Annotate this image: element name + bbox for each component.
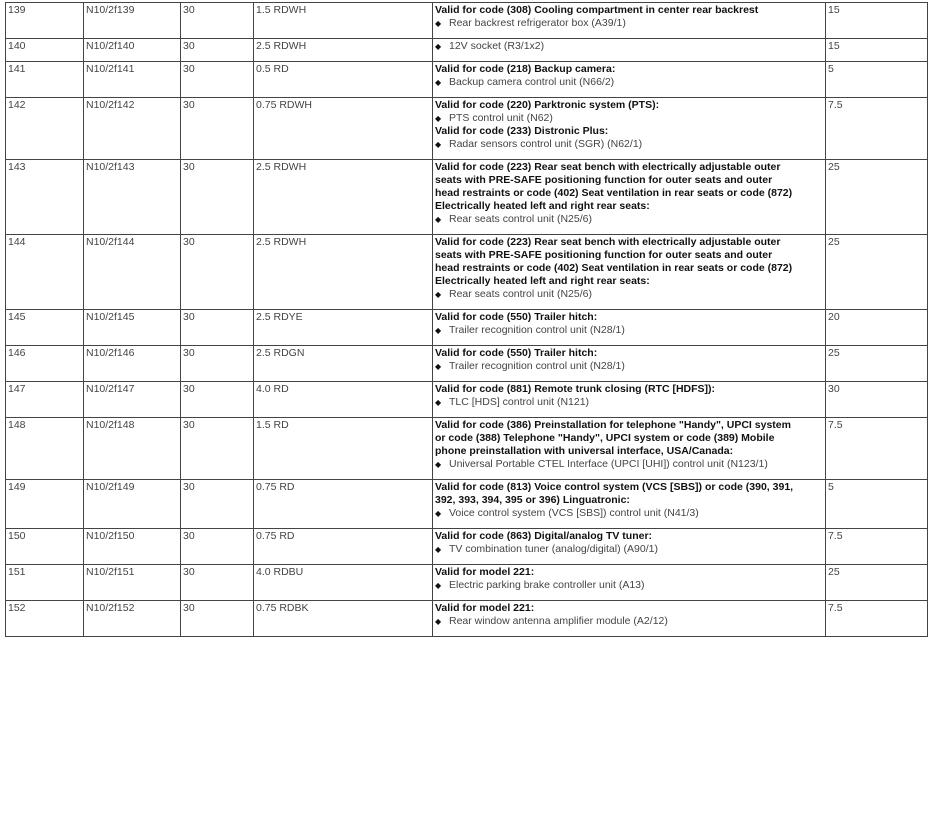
fuse-number-cell: 141 bbox=[6, 62, 84, 98]
description-cell bbox=[433, 565, 826, 601]
validity-condition: Valid for model 221: bbox=[435, 602, 535, 614]
wire-spec-cell: 2.5 RDGN bbox=[254, 346, 433, 382]
component-text: Rear seats control unit (N25/6) bbox=[449, 213, 592, 225]
amperage-cell: 7.5 bbox=[826, 529, 928, 565]
wire-spec-cell: 2.5 RDWH bbox=[254, 235, 433, 310]
description-cell bbox=[433, 235, 826, 310]
terminal-cell: 30 bbox=[181, 480, 254, 529]
component-item bbox=[435, 40, 795, 53]
validity-condition: Valid for model 221: bbox=[435, 566, 535, 578]
fuse-id-cell: N10/2f139 bbox=[84, 3, 181, 39]
bullet-icon: ◆ bbox=[435, 398, 442, 407]
component-text: Trailer recognition control unit (N28/1) bbox=[449, 360, 625, 372]
fuse-id-cell: N10/2f142 bbox=[84, 98, 181, 160]
table-row bbox=[6, 529, 928, 565]
terminal-cell: 30 bbox=[181, 3, 254, 39]
bullet-icon: ◆ bbox=[435, 78, 442, 87]
terminal-cell: 30 bbox=[181, 235, 254, 310]
wire-spec-cell: 4.0 RD bbox=[254, 382, 433, 418]
validity-condition: Valid for code (550) Trailer hitch: bbox=[435, 311, 598, 323]
fuse-table bbox=[5, 2, 928, 637]
fuse-number-cell: 142 bbox=[6, 98, 84, 160]
wire-spec-cell: 2.5 RDWH bbox=[254, 39, 433, 62]
amperage-cell: 7.5 bbox=[826, 418, 928, 480]
component-text: TV combination tuner (analog/digital) (A90/1) bbox=[449, 543, 658, 555]
component-text: Electric parking brake controller unit (A13) bbox=[449, 579, 645, 591]
amperage-cell: 15 bbox=[826, 39, 928, 62]
bullet-icon: ◆ bbox=[435, 215, 442, 224]
validity-condition: Valid for code (386) Preinstallation for telephone "Handy", UPCI system or code (388) Telephone "Handy", UPCI system or code (389) Mobile phone preinstallation with universal interface, USA/Canada: bbox=[435, 419, 791, 457]
fuse-number-cell: 149 bbox=[6, 480, 84, 529]
wire-spec-cell: 2.5 RDWH bbox=[254, 160, 433, 235]
description-cell bbox=[433, 98, 826, 160]
amperage-cell: 25 bbox=[826, 235, 928, 310]
description-cell bbox=[433, 310, 826, 346]
description-cell bbox=[433, 382, 826, 418]
fuse-number-cell: 145 bbox=[6, 310, 84, 346]
fuse-number-cell: 139 bbox=[6, 3, 84, 39]
component-text: Radar sensors control unit (SGR) (N62/1) bbox=[449, 138, 643, 150]
bullet-icon: ◆ bbox=[435, 581, 442, 590]
component-text: Rear seats control unit (N25/6) bbox=[449, 288, 592, 300]
fuse-id-cell: N10/2f149 bbox=[84, 480, 181, 529]
amperage-cell: 7.5 bbox=[826, 601, 928, 637]
fuse-id-cell: N10/2f150 bbox=[84, 529, 181, 565]
validity-condition: Valid for code (813) Voice control system (VCS [SBS]) or code (390, 391, 392, 393, 394, 395 or 396) Linguatronic: bbox=[435, 481, 794, 506]
bullet-icon: ◆ bbox=[435, 460, 442, 469]
component-item bbox=[435, 458, 795, 471]
fuse-table-body bbox=[6, 3, 928, 637]
bullet-icon: ◆ bbox=[435, 509, 442, 518]
table-row bbox=[6, 310, 928, 346]
validity-condition: Valid for code (308) Cooling compartment in center rear backrest bbox=[435, 4, 759, 16]
fuse-number-cell: 140 bbox=[6, 39, 84, 62]
validity-condition: Valid for code (220) Parktronic system (PTS): bbox=[435, 99, 660, 111]
amperage-cell: 30 bbox=[826, 382, 928, 418]
wire-spec-cell: 0.75 RDWH bbox=[254, 98, 433, 160]
fuse-number-cell: 144 bbox=[6, 235, 84, 310]
terminal-cell: 30 bbox=[181, 601, 254, 637]
description-cell bbox=[433, 601, 826, 637]
table-row bbox=[6, 480, 928, 529]
component-item bbox=[435, 138, 795, 151]
fuse-number-cell: 152 bbox=[6, 601, 84, 637]
validity-condition: Valid for code (218) Backup camera: bbox=[435, 63, 616, 75]
bullet-icon: ◆ bbox=[435, 326, 442, 335]
fuse-number-cell: 143 bbox=[6, 160, 84, 235]
amperage-cell: 25 bbox=[826, 565, 928, 601]
terminal-cell: 30 bbox=[181, 310, 254, 346]
fuse-number-cell: 146 bbox=[6, 346, 84, 382]
fuse-id-cell: N10/2f141 bbox=[84, 62, 181, 98]
table-row bbox=[6, 418, 928, 480]
bullet-icon: ◆ bbox=[435, 545, 442, 554]
bullet-icon: ◆ bbox=[435, 617, 442, 626]
validity-condition: Valid for code (863) Digital/analog TV tuner: bbox=[435, 530, 653, 542]
component-text: Backup camera control unit (N66/2) bbox=[449, 76, 615, 88]
table-row bbox=[6, 346, 928, 382]
fuse-number-cell: 150 bbox=[6, 529, 84, 565]
component-item bbox=[435, 396, 795, 409]
description-cell bbox=[433, 160, 826, 235]
terminal-cell: 30 bbox=[181, 565, 254, 601]
amperage-cell: 20 bbox=[826, 310, 928, 346]
amperage-cell: 5 bbox=[826, 480, 928, 529]
description-cell bbox=[433, 418, 826, 480]
validity-condition: Valid for code (550) Trailer hitch: bbox=[435, 347, 598, 359]
component-text: Rear backrest refrigerator box (A39/1) bbox=[449, 17, 626, 29]
terminal-cell: 30 bbox=[181, 418, 254, 480]
component-text: PTS control unit (N62) bbox=[449, 112, 553, 124]
table-row bbox=[6, 160, 928, 235]
fuse-number-cell: 151 bbox=[6, 565, 84, 601]
wire-spec-cell: 0.75 RDBK bbox=[254, 601, 433, 637]
validity-condition: Valid for code (223) Rear seat bench with electrically adjustable outer seats with PRE-SAFE positioning function for outer seats and outer head restraints or code (402) Seat ventilation in rear seats or code (872) Electrically heated left and right rear seats: bbox=[435, 161, 793, 212]
table-row bbox=[6, 235, 928, 310]
amperage-cell: 5 bbox=[826, 62, 928, 98]
wire-spec-cell: 0.75 RD bbox=[254, 529, 433, 565]
component-text: TLC [HDS] control unit (N121) bbox=[449, 396, 590, 408]
fuse-id-cell: N10/2f143 bbox=[84, 160, 181, 235]
description-cell bbox=[433, 346, 826, 382]
amperage-cell: 7.5 bbox=[826, 98, 928, 160]
component-text: Trailer recognition control unit (N28/1) bbox=[449, 324, 625, 336]
bullet-icon: ◆ bbox=[435, 290, 442, 299]
bullet-icon: ◆ bbox=[435, 19, 442, 28]
component-item bbox=[435, 507, 795, 520]
table-row bbox=[6, 601, 928, 637]
component-item bbox=[435, 360, 795, 373]
component-item bbox=[435, 17, 795, 30]
table-row bbox=[6, 3, 928, 39]
component-item bbox=[435, 615, 795, 628]
amperage-cell: 25 bbox=[826, 346, 928, 382]
terminal-cell: 30 bbox=[181, 346, 254, 382]
fuse-id-cell: N10/2f144 bbox=[84, 235, 181, 310]
component-item bbox=[435, 288, 795, 301]
description-cell bbox=[433, 529, 826, 565]
wire-spec-cell: 4.0 RDBU bbox=[254, 565, 433, 601]
fuse-number-cell: 147 bbox=[6, 382, 84, 418]
component-item bbox=[435, 112, 795, 125]
wire-spec-cell: 0.75 RD bbox=[254, 480, 433, 529]
bullet-icon: ◆ bbox=[435, 114, 442, 123]
bullet-icon: ◆ bbox=[435, 362, 442, 371]
fuse-number-cell: 148 bbox=[6, 418, 84, 480]
wire-spec-cell: 1.5 RD bbox=[254, 418, 433, 480]
amperage-cell: 15 bbox=[826, 3, 928, 39]
table-row bbox=[6, 62, 928, 98]
component-text: Voice control system (VCS [SBS]) control unit (N41/3) bbox=[449, 507, 699, 519]
bullet-icon: ◆ bbox=[435, 140, 442, 149]
fuse-id-cell: N10/2f146 bbox=[84, 346, 181, 382]
component-text: Universal Portable CTEL Interface (UPCI [UHI]) control unit (N123/1) bbox=[449, 458, 768, 470]
table-row bbox=[6, 39, 928, 62]
terminal-cell: 30 bbox=[181, 98, 254, 160]
terminal-cell: 30 bbox=[181, 39, 254, 62]
fuse-id-cell: N10/2f147 bbox=[84, 382, 181, 418]
wire-spec-cell: 1.5 RDWH bbox=[254, 3, 433, 39]
description-cell bbox=[433, 480, 826, 529]
description-cell bbox=[433, 39, 826, 62]
description-cell bbox=[433, 62, 826, 98]
terminal-cell: 30 bbox=[181, 62, 254, 98]
fuse-id-cell: N10/2f151 bbox=[84, 565, 181, 601]
terminal-cell: 30 bbox=[181, 382, 254, 418]
validity-condition: Valid for code (881) Remote trunk closing (RTC [HDFS]): bbox=[435, 383, 716, 395]
fuse-id-cell: N10/2f145 bbox=[84, 310, 181, 346]
bullet-icon: ◆ bbox=[435, 42, 442, 51]
table-row bbox=[6, 98, 928, 160]
component-text: 12V socket (R3/1x2) bbox=[449, 40, 545, 52]
component-item bbox=[435, 76, 795, 89]
component-item bbox=[435, 543, 795, 556]
description-cell bbox=[433, 3, 826, 39]
wire-spec-cell: 2.5 RDYE bbox=[254, 310, 433, 346]
amperage-cell: 25 bbox=[826, 160, 928, 235]
fuse-id-cell: N10/2f152 bbox=[84, 601, 181, 637]
wire-spec-cell: 0.5 RD bbox=[254, 62, 433, 98]
component-item bbox=[435, 579, 795, 592]
table-row bbox=[6, 382, 928, 418]
terminal-cell: 30 bbox=[181, 160, 254, 235]
fuse-id-cell: N10/2f148 bbox=[84, 418, 181, 480]
component-text: Rear window antenna amplifier module (A2/12) bbox=[449, 615, 668, 627]
terminal-cell: 30 bbox=[181, 529, 254, 565]
fuse-id-cell: N10/2f140 bbox=[84, 39, 181, 62]
validity-condition: Valid for code (233) Distronic Plus: bbox=[435, 125, 609, 137]
table-row bbox=[6, 565, 928, 601]
component-item bbox=[435, 324, 795, 337]
validity-condition: Valid for code (223) Rear seat bench with electrically adjustable outer seats with PRE-SAFE positioning function for outer seats and outer head restraints or code (402) Seat ventilation in rear seats or code (872) Electrically heated left and right rear seats: bbox=[435, 236, 793, 287]
component-item bbox=[435, 213, 795, 226]
